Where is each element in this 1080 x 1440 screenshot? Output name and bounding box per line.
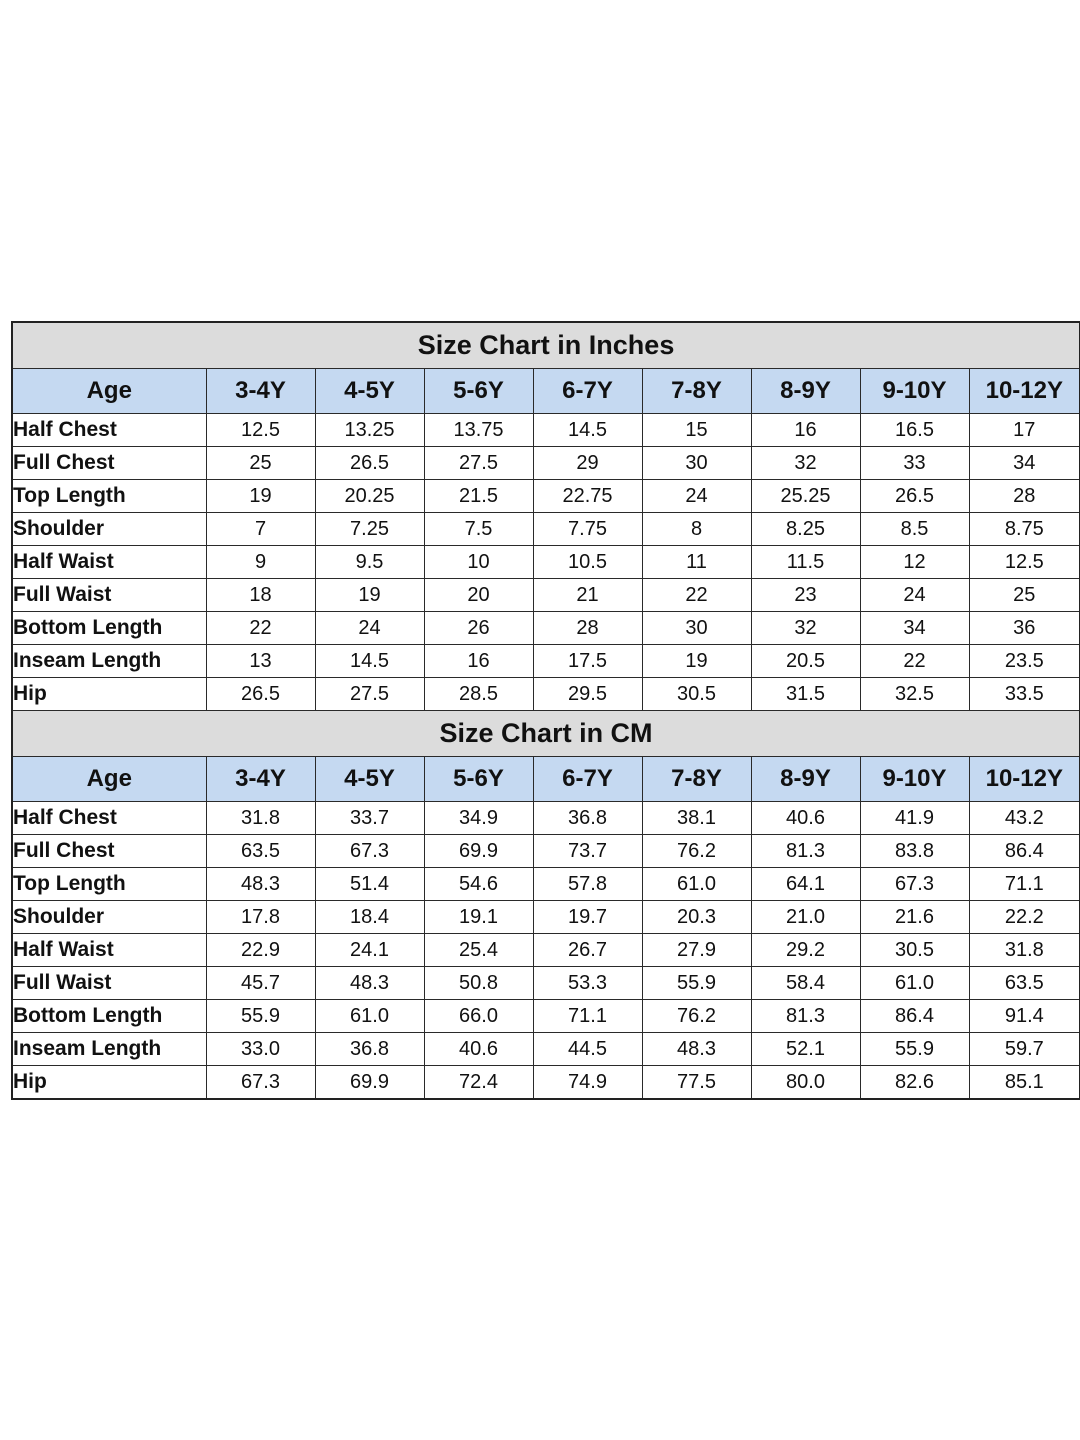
measurement-label: Half Chest bbox=[12, 414, 206, 447]
measurement-value: 67.3 bbox=[315, 835, 424, 868]
measurement-value: 32.5 bbox=[860, 678, 969, 711]
table-row bbox=[12, 447, 1080, 480]
measurement-label: Full Waist bbox=[12, 967, 206, 1000]
table-row bbox=[12, 480, 1080, 513]
cm-header-row bbox=[12, 757, 1080, 802]
measurement-value: 22.75 bbox=[533, 480, 642, 513]
measurement-value: 33.0 bbox=[206, 1033, 315, 1066]
measurement-value: 34 bbox=[969, 447, 1080, 480]
measurement-value: 8.75 bbox=[969, 513, 1080, 546]
measurement-value: 74.9 bbox=[533, 1066, 642, 1100]
measurement-value: 36 bbox=[969, 612, 1080, 645]
measurement-value: 67.3 bbox=[206, 1066, 315, 1100]
measurement-value: 27.5 bbox=[424, 447, 533, 480]
table-row bbox=[12, 1033, 1080, 1066]
measurement-value: 10 bbox=[424, 546, 533, 579]
measurement-value: 29 bbox=[533, 447, 642, 480]
measurement-value: 15 bbox=[642, 414, 751, 447]
measurement-value: 36.8 bbox=[315, 1033, 424, 1066]
measurement-value: 22.2 bbox=[969, 901, 1080, 934]
measurement-label: Shoulder bbox=[12, 901, 206, 934]
measurement-value: 91.4 bbox=[969, 1000, 1080, 1033]
measurement-value: 7 bbox=[206, 513, 315, 546]
measurement-value: 18 bbox=[206, 579, 315, 612]
cm-size-header: 3-4Y bbox=[206, 757, 315, 802]
measurement-value: 11 bbox=[642, 546, 751, 579]
cm-size-header: 7-8Y bbox=[642, 757, 751, 802]
measurement-value: 9.5 bbox=[315, 546, 424, 579]
measurement-value: 24.1 bbox=[315, 934, 424, 967]
measurement-value: 11.5 bbox=[751, 546, 860, 579]
cm-size-header: 6-7Y bbox=[533, 757, 642, 802]
measurement-value: 18.4 bbox=[315, 901, 424, 934]
measurement-value: 69.9 bbox=[424, 835, 533, 868]
cm-size-header: 9-10Y bbox=[860, 757, 969, 802]
measurement-value: 8 bbox=[642, 513, 751, 546]
cm-age-header: Age bbox=[12, 757, 206, 802]
measurement-value: 22 bbox=[860, 645, 969, 678]
cm-size-header: 10-12Y bbox=[969, 757, 1080, 802]
measurement-value: 25 bbox=[206, 447, 315, 480]
measurement-value: 27.9 bbox=[642, 934, 751, 967]
measurement-value: 30.5 bbox=[642, 678, 751, 711]
measurement-value: 40.6 bbox=[751, 802, 860, 835]
measurement-value: 45.7 bbox=[206, 967, 315, 1000]
measurement-value: 32 bbox=[751, 612, 860, 645]
measurement-value: 8.25 bbox=[751, 513, 860, 546]
measurement-value: 19 bbox=[315, 579, 424, 612]
measurement-value: 26 bbox=[424, 612, 533, 645]
measurement-value: 22.9 bbox=[206, 934, 315, 967]
measurement-value: 16.5 bbox=[860, 414, 969, 447]
inches-size-header: 9-10Y bbox=[860, 369, 969, 414]
measurement-label: Half Waist bbox=[12, 546, 206, 579]
measurement-value: 31.8 bbox=[969, 934, 1080, 967]
measurement-value: 20.5 bbox=[751, 645, 860, 678]
measurement-value: 21 bbox=[533, 579, 642, 612]
table-row bbox=[12, 1000, 1080, 1033]
measurement-value: 28 bbox=[533, 612, 642, 645]
measurement-value: 30 bbox=[642, 612, 751, 645]
measurement-value: 57.8 bbox=[533, 868, 642, 901]
measurement-label: Inseam Length bbox=[12, 1033, 206, 1066]
table-row bbox=[12, 835, 1080, 868]
inches-size-header: 7-8Y bbox=[642, 369, 751, 414]
measurement-label: Bottom Length bbox=[12, 1000, 206, 1033]
table-row bbox=[12, 678, 1080, 711]
measurement-value: 51.4 bbox=[315, 868, 424, 901]
measurement-value: 83.8 bbox=[860, 835, 969, 868]
measurement-value: 16 bbox=[424, 645, 533, 678]
measurement-value: 16 bbox=[751, 414, 860, 447]
inches-header-row bbox=[12, 369, 1080, 414]
measurement-value: 25.25 bbox=[751, 480, 860, 513]
measurement-value: 26.5 bbox=[860, 480, 969, 513]
measurement-value: 81.3 bbox=[751, 1000, 860, 1033]
measurement-value: 30 bbox=[642, 447, 751, 480]
measurement-value: 55.9 bbox=[642, 967, 751, 1000]
measurement-value: 22 bbox=[642, 579, 751, 612]
measurement-value: 12 bbox=[860, 546, 969, 579]
measurement-value: 7.5 bbox=[424, 513, 533, 546]
measurement-value: 7.75 bbox=[533, 513, 642, 546]
measurement-value: 82.6 bbox=[860, 1066, 969, 1100]
cm-size-header: 5-6Y bbox=[424, 757, 533, 802]
measurement-value: 26.5 bbox=[315, 447, 424, 480]
cm-title-row bbox=[12, 711, 1080, 757]
measurement-value: 86.4 bbox=[860, 1000, 969, 1033]
measurement-value: 28 bbox=[969, 480, 1080, 513]
table-row bbox=[12, 645, 1080, 678]
measurement-value: 67.3 bbox=[860, 868, 969, 901]
measurement-value: 38.1 bbox=[642, 802, 751, 835]
table-row bbox=[12, 546, 1080, 579]
measurement-value: 40.6 bbox=[424, 1033, 533, 1066]
measurement-value: 19 bbox=[642, 645, 751, 678]
table-row bbox=[12, 901, 1080, 934]
measurement-value: 21.6 bbox=[860, 901, 969, 934]
measurement-value: 77.5 bbox=[642, 1066, 751, 1100]
measurement-value: 24 bbox=[642, 480, 751, 513]
measurement-value: 27.5 bbox=[315, 678, 424, 711]
measurement-value: 85.1 bbox=[969, 1066, 1080, 1100]
measurement-value: 32 bbox=[751, 447, 860, 480]
measurement-value: 36.8 bbox=[533, 802, 642, 835]
measurement-value: 17 bbox=[969, 414, 1080, 447]
measurement-value: 20.3 bbox=[642, 901, 751, 934]
measurement-label: Shoulder bbox=[12, 513, 206, 546]
measurement-label: Bottom Length bbox=[12, 612, 206, 645]
measurement-value: 72.4 bbox=[424, 1066, 533, 1100]
measurement-value: 29.5 bbox=[533, 678, 642, 711]
measurement-value: 22 bbox=[206, 612, 315, 645]
measurement-value: 48.3 bbox=[206, 868, 315, 901]
measurement-value: 53.3 bbox=[533, 967, 642, 1000]
table-row bbox=[12, 1066, 1080, 1100]
measurement-label: Full Chest bbox=[12, 447, 206, 480]
measurement-value: 17.5 bbox=[533, 645, 642, 678]
inches-size-header: 3-4Y bbox=[206, 369, 315, 414]
table-row bbox=[12, 414, 1080, 447]
measurement-value: 29.2 bbox=[751, 934, 860, 967]
measurement-value: 13 bbox=[206, 645, 315, 678]
measurement-value: 34.9 bbox=[424, 802, 533, 835]
measurement-value: 58.4 bbox=[751, 967, 860, 1000]
measurement-value: 48.3 bbox=[642, 1033, 751, 1066]
inches-title-row bbox=[12, 322, 1080, 369]
inches-age-header: Age bbox=[12, 369, 206, 414]
table-row bbox=[12, 967, 1080, 1000]
measurement-value: 30.5 bbox=[860, 934, 969, 967]
cm-size-header: 8-9Y bbox=[751, 757, 860, 802]
table-row bbox=[12, 934, 1080, 967]
measurement-value: 81.3 bbox=[751, 835, 860, 868]
measurement-value: 44.5 bbox=[533, 1033, 642, 1066]
measurement-value: 31.5 bbox=[751, 678, 860, 711]
table-row bbox=[12, 868, 1080, 901]
measurement-value: 52.1 bbox=[751, 1033, 860, 1066]
measurement-value: 12.5 bbox=[206, 414, 315, 447]
measurement-label: Full Chest bbox=[12, 835, 206, 868]
measurement-value: 76.2 bbox=[642, 835, 751, 868]
table-row bbox=[12, 579, 1080, 612]
size-chart-table bbox=[11, 321, 1080, 1100]
measurement-value: 55.9 bbox=[860, 1033, 969, 1066]
measurement-value: 21.5 bbox=[424, 480, 533, 513]
measurement-value: 63.5 bbox=[969, 967, 1080, 1000]
table-row bbox=[12, 802, 1080, 835]
measurement-value: 55.9 bbox=[206, 1000, 315, 1033]
inches-size-header: 6-7Y bbox=[533, 369, 642, 414]
measurement-value: 69.9 bbox=[315, 1066, 424, 1100]
measurement-label: Half Waist bbox=[12, 934, 206, 967]
measurement-value: 23 bbox=[751, 579, 860, 612]
table-row bbox=[12, 612, 1080, 645]
measurement-value: 8.5 bbox=[860, 513, 969, 546]
measurement-value: 12.5 bbox=[969, 546, 1080, 579]
measurement-value: 61.0 bbox=[315, 1000, 424, 1033]
measurement-value: 7.25 bbox=[315, 513, 424, 546]
measurement-value: 20 bbox=[424, 579, 533, 612]
measurement-label: Top Length bbox=[12, 480, 206, 513]
measurement-label: Half Chest bbox=[12, 802, 206, 835]
measurement-value: 10.5 bbox=[533, 546, 642, 579]
measurement-label: Top Length bbox=[12, 868, 206, 901]
measurement-value: 25 bbox=[969, 579, 1080, 612]
measurement-value: 59.7 bbox=[969, 1033, 1080, 1066]
measurement-value: 86.4 bbox=[969, 835, 1080, 868]
size-chart-body bbox=[12, 322, 1080, 1099]
measurement-value: 9 bbox=[206, 546, 315, 579]
measurement-value: 13.25 bbox=[315, 414, 424, 447]
measurement-label: Inseam Length bbox=[12, 645, 206, 678]
measurement-value: 34 bbox=[860, 612, 969, 645]
table-row bbox=[12, 513, 1080, 546]
measurement-value: 31.8 bbox=[206, 802, 315, 835]
measurement-value: 17.8 bbox=[206, 901, 315, 934]
measurement-value: 61.0 bbox=[860, 967, 969, 1000]
measurement-value: 24 bbox=[315, 612, 424, 645]
measurement-value: 76.2 bbox=[642, 1000, 751, 1033]
measurement-value: 33.5 bbox=[969, 678, 1080, 711]
inches-size-header: 8-9Y bbox=[751, 369, 860, 414]
inches-section-title: Size Chart in Inches bbox=[12, 322, 1080, 369]
measurement-label: Full Waist bbox=[12, 579, 206, 612]
cm-size-header: 4-5Y bbox=[315, 757, 424, 802]
measurement-value: 24 bbox=[860, 579, 969, 612]
measurement-value: 33.7 bbox=[315, 802, 424, 835]
measurement-value: 23.5 bbox=[969, 645, 1080, 678]
measurement-label: Hip bbox=[12, 1066, 206, 1100]
measurement-value: 33 bbox=[860, 447, 969, 480]
measurement-value: 20.25 bbox=[315, 480, 424, 513]
inches-size-header: 10-12Y bbox=[969, 369, 1080, 414]
measurement-value: 28.5 bbox=[424, 678, 533, 711]
measurement-value: 13.75 bbox=[424, 414, 533, 447]
measurement-value: 63.5 bbox=[206, 835, 315, 868]
measurement-value: 21.0 bbox=[751, 901, 860, 934]
measurement-value: 80.0 bbox=[751, 1066, 860, 1100]
measurement-value: 73.7 bbox=[533, 835, 642, 868]
inches-size-header: 4-5Y bbox=[315, 369, 424, 414]
measurement-value: 19.7 bbox=[533, 901, 642, 934]
measurement-value: 19.1 bbox=[424, 901, 533, 934]
measurement-value: 48.3 bbox=[315, 967, 424, 1000]
measurement-value: 66.0 bbox=[424, 1000, 533, 1033]
measurement-value: 43.2 bbox=[969, 802, 1080, 835]
measurement-value: 25.4 bbox=[424, 934, 533, 967]
measurement-value: 26.5 bbox=[206, 678, 315, 711]
measurement-value: 41.9 bbox=[860, 802, 969, 835]
measurement-value: 14.5 bbox=[315, 645, 424, 678]
measurement-value: 71.1 bbox=[533, 1000, 642, 1033]
cm-section-title: Size Chart in CM bbox=[12, 711, 1080, 757]
measurement-value: 71.1 bbox=[969, 868, 1080, 901]
measurement-value: 50.8 bbox=[424, 967, 533, 1000]
measurement-value: 19 bbox=[206, 480, 315, 513]
inches-size-header: 5-6Y bbox=[424, 369, 533, 414]
measurement-value: 54.6 bbox=[424, 868, 533, 901]
measurement-value: 14.5 bbox=[533, 414, 642, 447]
measurement-label: Hip bbox=[12, 678, 206, 711]
measurement-value: 61.0 bbox=[642, 868, 751, 901]
measurement-value: 64.1 bbox=[751, 868, 860, 901]
measurement-value: 26.7 bbox=[533, 934, 642, 967]
